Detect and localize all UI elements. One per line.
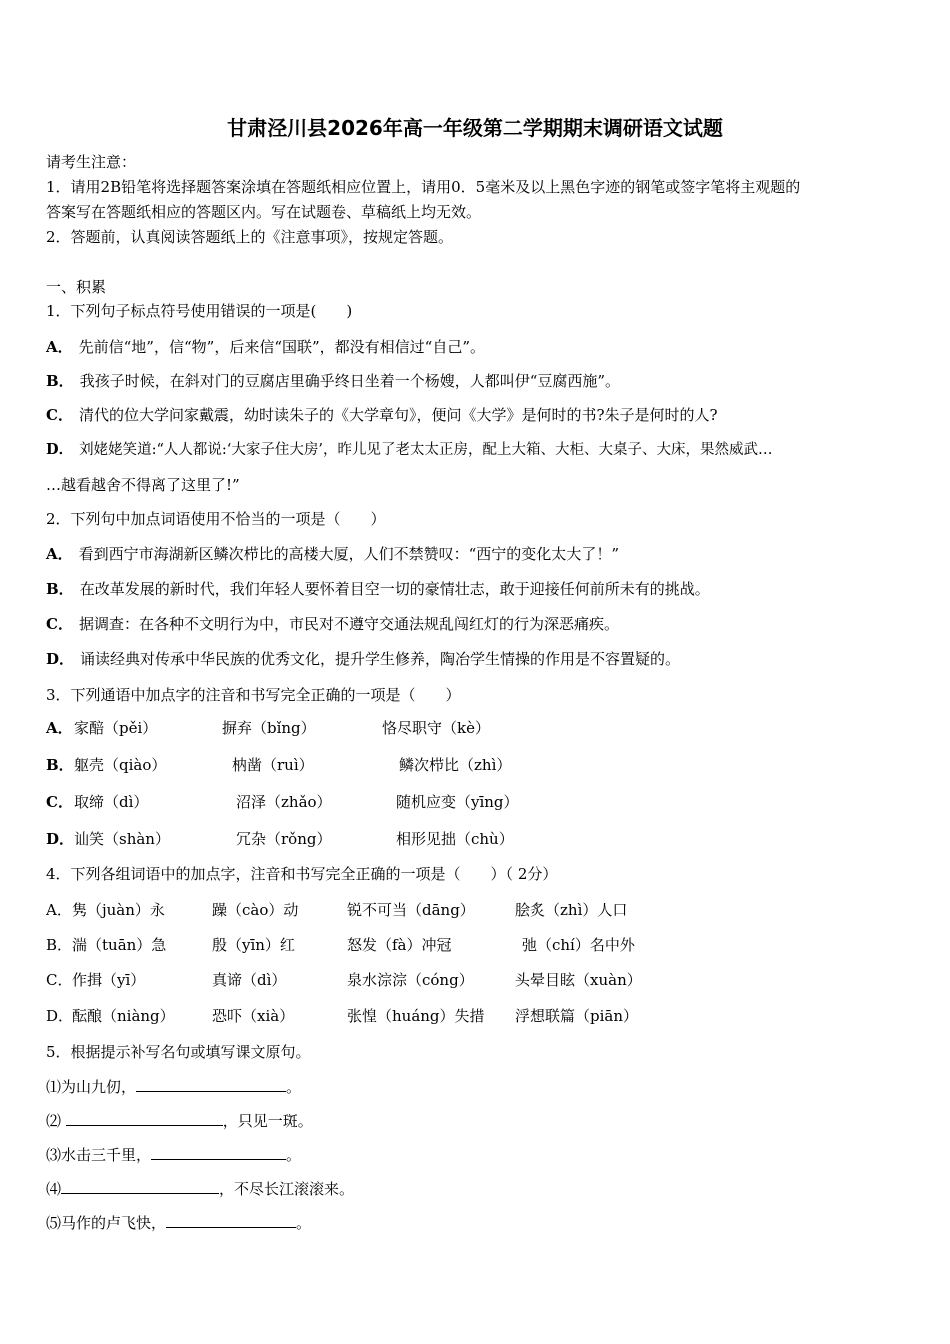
q3-option-a-word1: 家醅（pěi） [74, 719, 158, 737]
item-prompt: ⑶水击三千里， [46, 1146, 152, 1164]
q1-option-d [46, 440, 772, 460]
q3-option-b-word3: 鳞次栉比（zhì） [399, 756, 512, 774]
q4-option-a-word2: 躁（cào）动 [212, 901, 299, 919]
option-text: 清代的位大学问家戴震，幼时读朱子的《大学章句》，便问《大学》是何时的书?朱子是何时的人? [78, 406, 718, 424]
item-prompt: ⑸马作的卢飞快， [46, 1214, 167, 1232]
q5-stem: 5．根据提示补写名句或填写课文原句。 [46, 1043, 311, 1061]
answer-blank[interactable] [61, 1179, 219, 1194]
q4-option-c-word4: 头晕目眩（xuàn） [515, 971, 642, 989]
q2-stem: 2．下列句中加点词语使用不恰当的一项是（ ） [46, 510, 386, 528]
q3-option-a-label: A． [46, 719, 73, 737]
q3-option-c-word3: 随机应变（yīng） [396, 793, 519, 811]
item-suffix: 。 [286, 1078, 302, 1096]
item-suffix: ，只见一斑。 [222, 1112, 313, 1130]
q1-stem: 1．下列句子标点符号使用错误的一项是( ) [46, 302, 353, 320]
q5-item-2 [46, 1111, 313, 1131]
option-text: 诵读经典对传承中华民族的优秀文化，提升学生修养，陶冶学生情操的作用是不容置疑的。 [80, 650, 681, 668]
option-label: B． [46, 372, 74, 390]
notice-item-1b: 答案写在答题纸相应的答题区内。写在试题卷、草稿纸上均无效。 [46, 203, 482, 221]
q1-option-d-cont: …越看越舍不得离了这里了!” [46, 476, 240, 494]
option-label: C． [46, 406, 73, 424]
q4-option-c-word2: 真谛（dì） [212, 971, 287, 989]
option-text: 在改革发展的新时代，我们年轻人要怀着目空一切的豪情壮志，敢于迎接任何前所未有的挑战。 [79, 580, 710, 598]
q3-option-b-word1: 躯壳（qiào） [74, 756, 167, 774]
q3-option-a-word3: 恪尽职守（kè） [382, 719, 490, 737]
q4-option-c-word1: 作揖（yī） [72, 971, 146, 989]
q4-option-b-label: B． [46, 936, 73, 954]
option-text: 看到西宁市海湖新区鳞次栉比的高楼大厦，人们不禁赞叹：“西宁的变化太大了！” [78, 545, 619, 563]
q4-option-d-word1: 酝酿（niàng） [72, 1007, 175, 1025]
option-label: A． [46, 338, 73, 356]
q5-item-1 [46, 1077, 301, 1097]
q2-option-a [46, 544, 619, 564]
q1-option-c [46, 405, 718, 425]
q5-item-5 [46, 1213, 311, 1233]
option-label: D． [46, 441, 74, 458]
notice-heading: 请考生注意： [46, 153, 137, 171]
q4-option-d-word3: 张惶（huáng）失措 [347, 1007, 485, 1025]
q3-option-b-label: B． [46, 756, 74, 774]
q4-stem: 4．下列各组词语中的加点字，注音和书写完全正确的一项是（ ）（ 2分） [46, 865, 558, 883]
q1-option-b [46, 371, 620, 391]
q3-option-d-word2: 冗杂（rǒng） [236, 830, 332, 848]
q3-option-d-label: D． [46, 830, 75, 848]
q2-option-c [46, 614, 619, 634]
q3-option-d-word1: 讪笑（shàn） [74, 830, 170, 848]
answer-blank[interactable] [136, 1077, 286, 1092]
option-text: 刘姥姥笑道:“人人都说:‘大家子住大房’，昨儿见了老太太正房，配上大箱、大柜、大桌子、大床，果然威武… [79, 442, 773, 458]
item-prompt: ⑵ [46, 1112, 66, 1130]
item-suffix: 。 [296, 1214, 312, 1232]
q3-option-b-word2: 枘凿（ruì） [232, 756, 314, 774]
q4-option-a-label: A． [46, 901, 72, 919]
option-label: A． [46, 545, 73, 563]
q4-option-a-word1: 隽（juàn）永 [72, 901, 165, 919]
q5-item-3 [46, 1145, 301, 1165]
q4-option-b-word2: 殷（yīn）红 [212, 936, 295, 954]
q3-option-a-word2: 摒弃（bǐng） [222, 719, 316, 737]
option-text: 据调查：在各种不文明行为中，市民对不遵守交通法规乱闯红灯的行为深恶痛疾。 [78, 615, 619, 633]
q4-option-a-word4: 脍炙（zhì）人口 [515, 901, 628, 919]
q1-option-a [46, 337, 485, 357]
q4-option-a-word3: 锐不可当（dāng） [347, 901, 475, 919]
q4-option-d-word2: 恐吓（xià） [212, 1007, 295, 1025]
q3-option-c-word1: 取缔（dì） [74, 793, 149, 811]
item-suffix: 。 [286, 1146, 302, 1164]
q4-option-b-word1: 湍（tuān）急 [72, 936, 167, 954]
q4-option-d-label: D． [46, 1007, 74, 1025]
item-prompt: ⑴为山九仞， [46, 1078, 137, 1096]
answer-blank[interactable] [151, 1145, 286, 1160]
option-label: C． [46, 615, 73, 633]
page-title: 甘肃泾川县2026年高一年级第二学期期末调研语文试题 [227, 116, 723, 140]
option-text: 先前信“地”，信“物”，后来信“国联”，都没有相信过“自己”。 [78, 338, 485, 356]
q4-option-b-word4: 弛（chí）名中外 [522, 936, 635, 954]
answer-blank[interactable] [66, 1111, 223, 1126]
q5-item-4 [46, 1179, 354, 1199]
q4-option-d-word4: 浮想联篇（piān） [515, 1007, 639, 1025]
item-prompt: ⑷ [46, 1180, 62, 1198]
q4-option-c-word3: 泉水淙淙（cóng） [347, 971, 474, 989]
q3-stem: 3．下列通语中加点字的注音和书写完全正确的一项是（ ） [46, 686, 461, 704]
option-label: B． [46, 580, 74, 598]
notice-item-1a: 1．请用2B铅笔将选择题答案涂填在答题纸相应位置上，请用0．5毫米及以上黑色字迹的钢笔或签字笔将主观题的 [46, 178, 801, 196]
item-suffix: ，不尽长江滚滚来。 [219, 1180, 355, 1198]
q3-option-d-word3: 相形见拙（chù） [396, 830, 514, 848]
option-label: D． [46, 650, 75, 668]
q2-option-d [46, 649, 680, 669]
notice-item-2: 2．答题前，认真阅读答题纸上的《注意事项》，按规定答题。 [46, 228, 454, 246]
answer-blank[interactable] [166, 1213, 296, 1228]
option-text: 我孩子时候，在斜对门的豆腐店里确乎终日坐着一个杨嫂，人都叫伊“豆腐西施”。 [79, 372, 621, 390]
q3-option-c-word2: 沼泽（zhǎo） [236, 793, 332, 811]
q4-option-b-word3: 怒发（fà）冲冠 [347, 936, 452, 954]
section-heading: 一、积累 [46, 278, 107, 296]
q3-option-c-label: C． [46, 793, 73, 811]
q2-option-b [46, 579, 710, 599]
q4-option-c-label: C． [46, 971, 73, 989]
